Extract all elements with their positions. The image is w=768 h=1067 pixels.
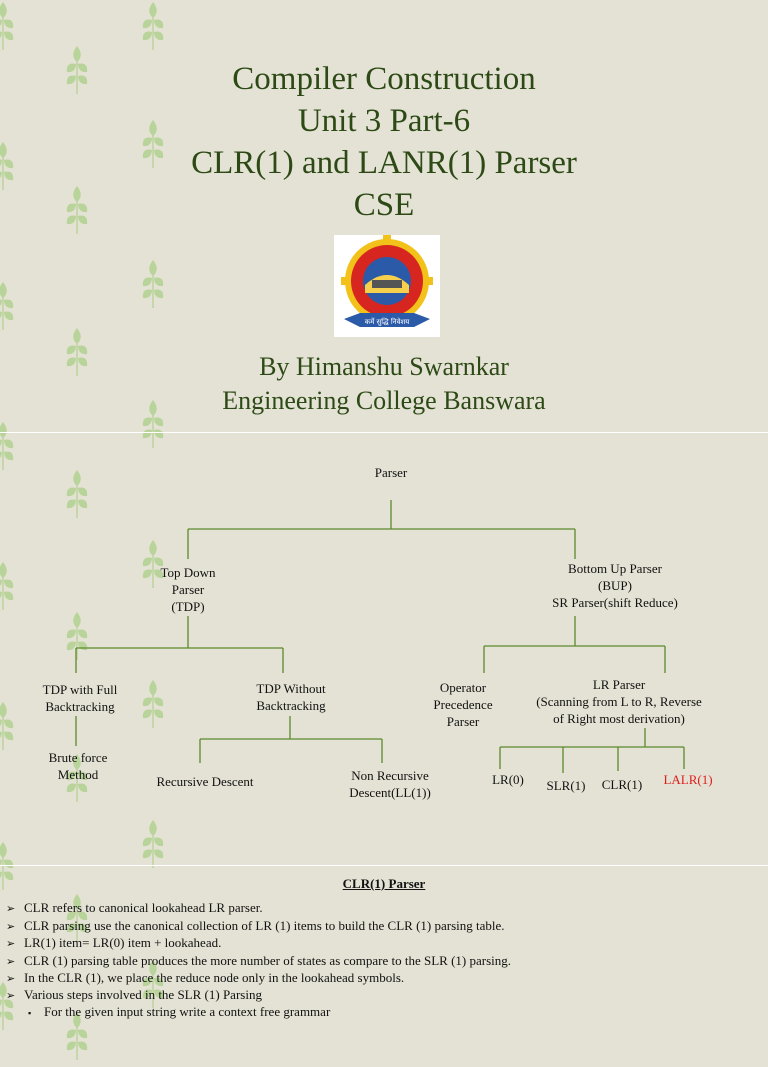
title-line-4: CSE <box>353 187 415 223</box>
node-clr1: CLR(1) <box>601 777 643 792</box>
title-line-3: CLR(1) and LANR(1) Parser <box>191 145 577 181</box>
bullet-item: ➢ In the CLR (1), we place the reduce node only in the lookahead symbols. <box>6 970 405 985</box>
node-lalr1: LALR(1) <box>663 772 713 787</box>
node-parser: Parser <box>374 465 408 480</box>
title-slide <box>0 0 768 432</box>
node-operator-precedence: Operator Precedence Parser <box>433 680 493 729</box>
author-name: By Himanshu Swarnkar <box>259 352 509 381</box>
college-logo-graphic <box>334 235 440 337</box>
bullet-item: ➢ LR(1) item= LR(0) item + lookahead. <box>6 935 222 950</box>
college-logo <box>334 235 440 337</box>
node-top-down: Top Down Parser (TDP) <box>160 565 216 614</box>
title-line-2: Unit 3 Part-6 <box>297 103 471 139</box>
bullet-item: ➢ CLR (1) parsing table produces the more number of states as compare to the SLR (1) parsing. <box>6 953 512 968</box>
parser-tree-slide <box>0 433 768 865</box>
node-brute-force: Brute force Method <box>48 750 108 782</box>
bullet-item: ➢ CLR parsing use the canonical collection of LR (1) items to build the CLR (1) parsing table. <box>6 918 505 933</box>
sub-bullet-item: ▪ For the given input string write a context free grammar <box>28 1004 331 1019</box>
logo-motto: कर्मे सुद्धि निवेशय <box>364 318 410 326</box>
node-lr0: LR(0) <box>492 772 524 787</box>
bullet-item: ➢ Various steps involved in the SLR (1) Parsing <box>6 987 262 1002</box>
node-tdp-without-backtracking: TDP Without Backtracking <box>256 681 326 713</box>
node-lr-parser: LR Parser (Scanning from L to R, Reverse of Right most derivation) <box>536 677 702 726</box>
node-slr1: SLR(1) <box>546 778 586 793</box>
title-line-1: Compiler Construction <box>232 61 536 97</box>
node-tdp-full-backtracking: TDP with Full Backtracking <box>42 682 118 714</box>
clr-parser-slide <box>0 866 768 1024</box>
bullet-item: ➢ CLR refers to canonical lookahead LR parser. <box>6 900 263 915</box>
node-non-recursive-descent: Non Recursive Descent(LL(1)) <box>349 768 431 800</box>
node-bottom-up: Bottom Up Parser (BUP) SR Parser(shift Reduce) <box>552 561 678 610</box>
node-recursive-descent: Recursive Descent <box>156 774 254 789</box>
section-heading: CLR(1) Parser <box>342 876 426 891</box>
college-name: Engineering College Banswara <box>222 386 546 415</box>
